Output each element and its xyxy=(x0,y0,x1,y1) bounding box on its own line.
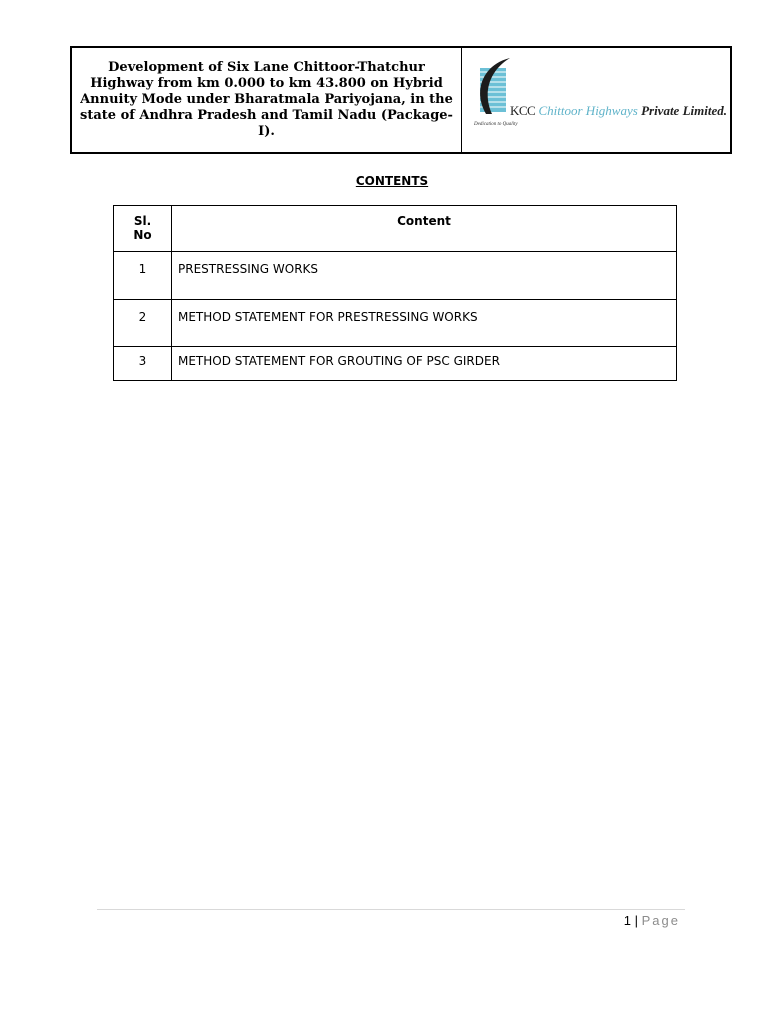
footer-divider xyxy=(97,909,685,910)
project-title: Development of Six Lane Chittoor-Thatchur Highway from km 0.000 to km 43.800 on Hybrid Annuity Mode under Bharatmala Pariyojana, in the state of Andhra Pradesh and Tamil Nadu (Package-I). xyxy=(72,48,462,152)
company-name-tail: Private Limited. xyxy=(641,103,727,118)
company-abbr: KCC xyxy=(510,103,536,118)
document-header xyxy=(70,46,732,154)
company-tagline: Dedication to Quality xyxy=(474,122,518,127)
content-header: Content xyxy=(172,206,677,252)
table-row xyxy=(114,347,677,381)
company-name-cursive: Chittoor Highways xyxy=(538,103,638,118)
row-content: METHOD STATEMENT FOR PRESTRESSING WORKS xyxy=(172,300,677,347)
row-sl-no: 3 xyxy=(114,347,172,381)
table-row xyxy=(114,252,677,300)
row-sl-no: 2 xyxy=(114,300,172,347)
company-logo xyxy=(462,48,730,152)
table-row xyxy=(114,300,677,347)
contents-heading: CONTENTS xyxy=(355,174,429,188)
page-number: 1 xyxy=(623,913,631,928)
company-name xyxy=(510,103,727,119)
kcc-logo-icon xyxy=(470,56,512,122)
page-separator: | xyxy=(634,913,638,928)
row-sl-no: 1 xyxy=(114,252,172,300)
contents-table xyxy=(113,205,677,381)
sl-no-header-line1: Sl. xyxy=(133,214,152,228)
row-content: PRESTRESSING WORKS xyxy=(172,252,677,300)
page-footer xyxy=(624,913,680,928)
page-label: Page xyxy=(641,913,680,928)
sl-no-header-line2: No xyxy=(133,228,152,242)
row-content: METHOD STATEMENT FOR GROUTING OF PSC GIRDER xyxy=(172,347,677,381)
sl-no-header xyxy=(114,206,172,252)
table-header-row xyxy=(114,206,677,252)
